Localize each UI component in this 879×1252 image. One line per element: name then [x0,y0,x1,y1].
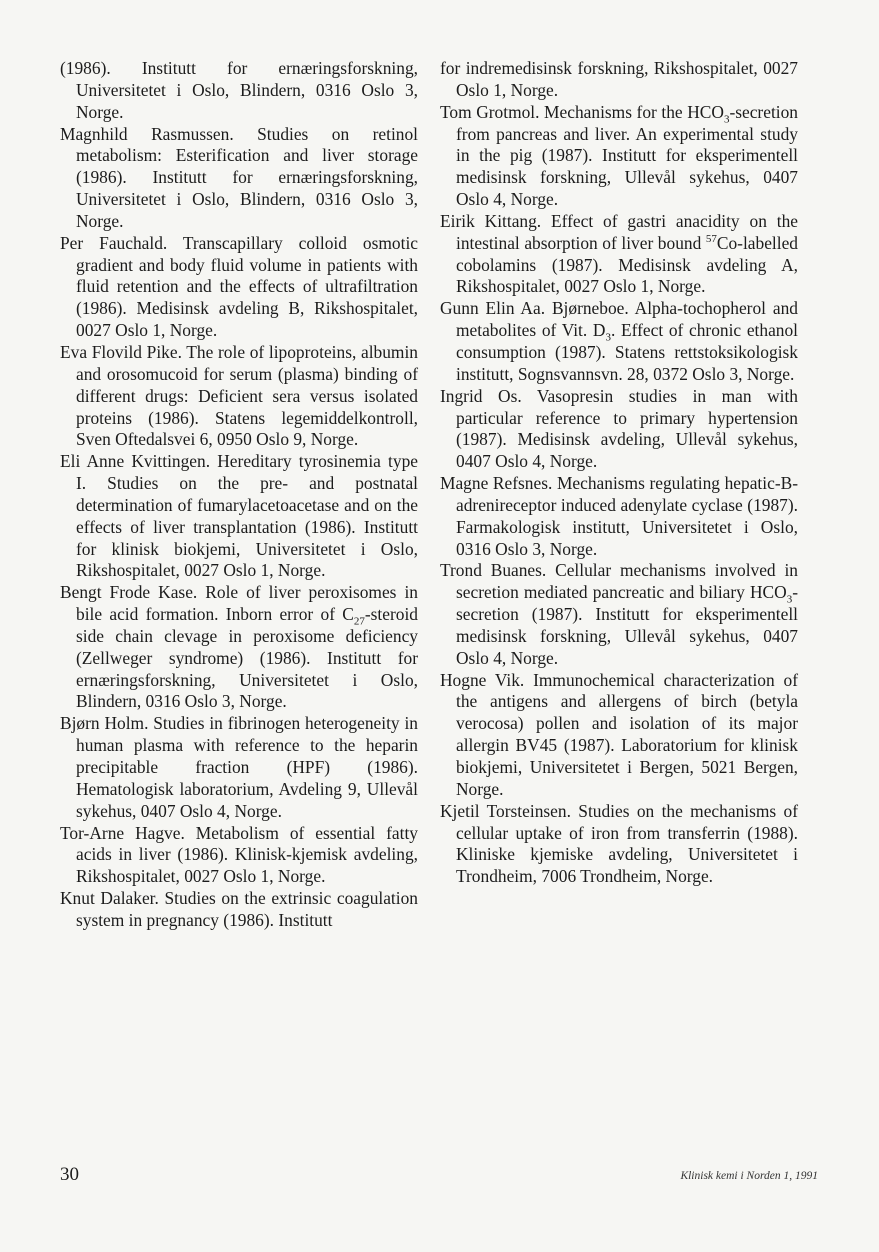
thesis-entry: Eli Anne Kvittingen. Hereditary tyrosinemia type I. Studies on the pre- and postnatal determination of fumarylacetoacetase and on the effects of liver transplantation (1986). Institutt for klinisk biokjemi, Universitetet i Oslo, Rikshospitalet, 0027 Oslo 1, Norge. [60,451,418,581]
thesis-entry: Magnhild Rasmussen. Studies on retinol metabolism: Esterification and liver storage (1986). Institutt for ernæringsforskning, Universitetet i Oslo, Blindern, 0316 Oslo 3, Norge. [60,123,418,231]
thesis-entry: Bengt Frode Kase. Role of liver peroxisomes in bile acid formation. Inborn error of $C_{27}$-steroid side chain clevage in peroxisome deficiency (Zellweger syndrome) (1986). Institutt for ernæringsforskning, Universitetet i Oslo, Blindern, 0316 Oslo 3, Norge. [60,582,418,712]
left-column [60,58,418,932]
thesis-entry: Kjetil Torsteinsen. Studies on the mechanisms of cellular uptake of iron from transferrin (1988). Kliniske kjemiske avdeling, Universitetet i Trondheim, 7006 Trondheim, Norge. [440,800,798,887]
thesis-entry: (1986). Institutt for ernæringsforskning, Universitetet i Oslo, Blindern, 0316 Oslo 3, Norge. [60,58,418,122]
page-number: 30 [60,1164,79,1185]
thesis-entry: Hogne Vik. Immunochemical characterization of the antigens and allergens of birch (betyla verocosa) pollen and isolation of its major allergin BV45 (1987). Laboratorium for klinisk biokjemi, Universitetet i Bergen, 5021 Bergen, Norge. [440,669,798,799]
thesis-entry: Gunn Elin Aa. Bjørneboe. Alpha-tochopherol and metabolites of Vit. $D_3$. Effect of chronic ethanol consumption (1987). Statens rettstoksikologisk institutt, Sognsvannsvn. 28, 0372 Oslo 3, Norge. [440,298,799,384]
thesis-entry: Tor-Arne Hagve. Metabolism of essential fatty acids in liver (1986). Klinisk-kjemisk avdeling, Rikshospitalet, 0027 Oslo 1, Norge. [60,822,418,887]
thesis-entry: Magne Refsnes. Mechanisms regulating hepatic-B-adrenireceptor induced adenylate cyclase (1987). Farmakologisk institutt, Universitetet i Oslo, 0316 Oslo 3, Norge. [440,473,798,559]
thesis-entry: Trond Buanes. Cellular mechanisms involved in secretion mediated pancreatic and biliary $HCO_3$-secretion (1987). Institutt for eksperimentell medisinsk forskning, Ullevål sykehus, 0407 Oslo 4, Norge. [440,560,798,668]
thesis-entry: Per Fauchald. Transcapillary colloid osmotic gradient and body fluid volume in patients with fluid retention and the effects of ultrafiltration (1986). Medisinsk avdeling B, Rikshospitalet, 0027 Oslo 1, Norge. [60,232,418,341]
thesis-entry: Eirik Kittang. Effect of gastri anacidity on the intestinal absorption of liver bound $^{57}$Co-labelled cobolamins (1987). Medisinsk avdeling A, Rikshospitalet, 0027 Oslo 1, Norge. [440,210,798,297]
thesis-entry: Ingrid Os. Vasopresin studies in man with particular reference to primary hypertension (1987). Medisinsk avdeling, Ullevål sykehus, 0407 Oslo 4, Norge. [440,385,798,472]
thesis-entry: Bjørn Holm. Studies in fibrinogen heterogeneity in human plasma with reference to the heparin precipitable fraction (HPF) (1986). Hematologisk laboratorium, Avdeling 9, Ullevål sykehus, 0407 Oslo 4, Norge. [60,713,418,821]
journal-reference: Klinisk kemi i Norden 1, 1991 [680,1170,818,1182]
thesis-entry: for indremedisinsk forskning, Rikshospitalet, 0027 Oslo 1, Norge. [440,58,798,100]
right-column [440,58,798,888]
thesis-entry: Eva Flovild Pike. The role of lipoproteins, albumin and orosomucoid for serum (plasma) binding of different drugs: Deficient sera versus isolated proteins (1986). Statens legemiddelkontroll, Sven Oftedalsvei 6, 0950 Oslo 9, Norge. [60,341,418,450]
thesis-entry: Knut Dalaker. Studies on the extrinsic coagulation system in pregnancy (1986). Institutt [60,888,418,930]
thesis-entry: Tom Grotmol. Mechanisms for the $HCO_3$-secretion from pancreas and liver. An experimental study in the pig (1987). Institutt for eksperimentell medisinsk forskning, Ullevål sykehus, 0407 Oslo 4, Norge. [440,101,798,210]
